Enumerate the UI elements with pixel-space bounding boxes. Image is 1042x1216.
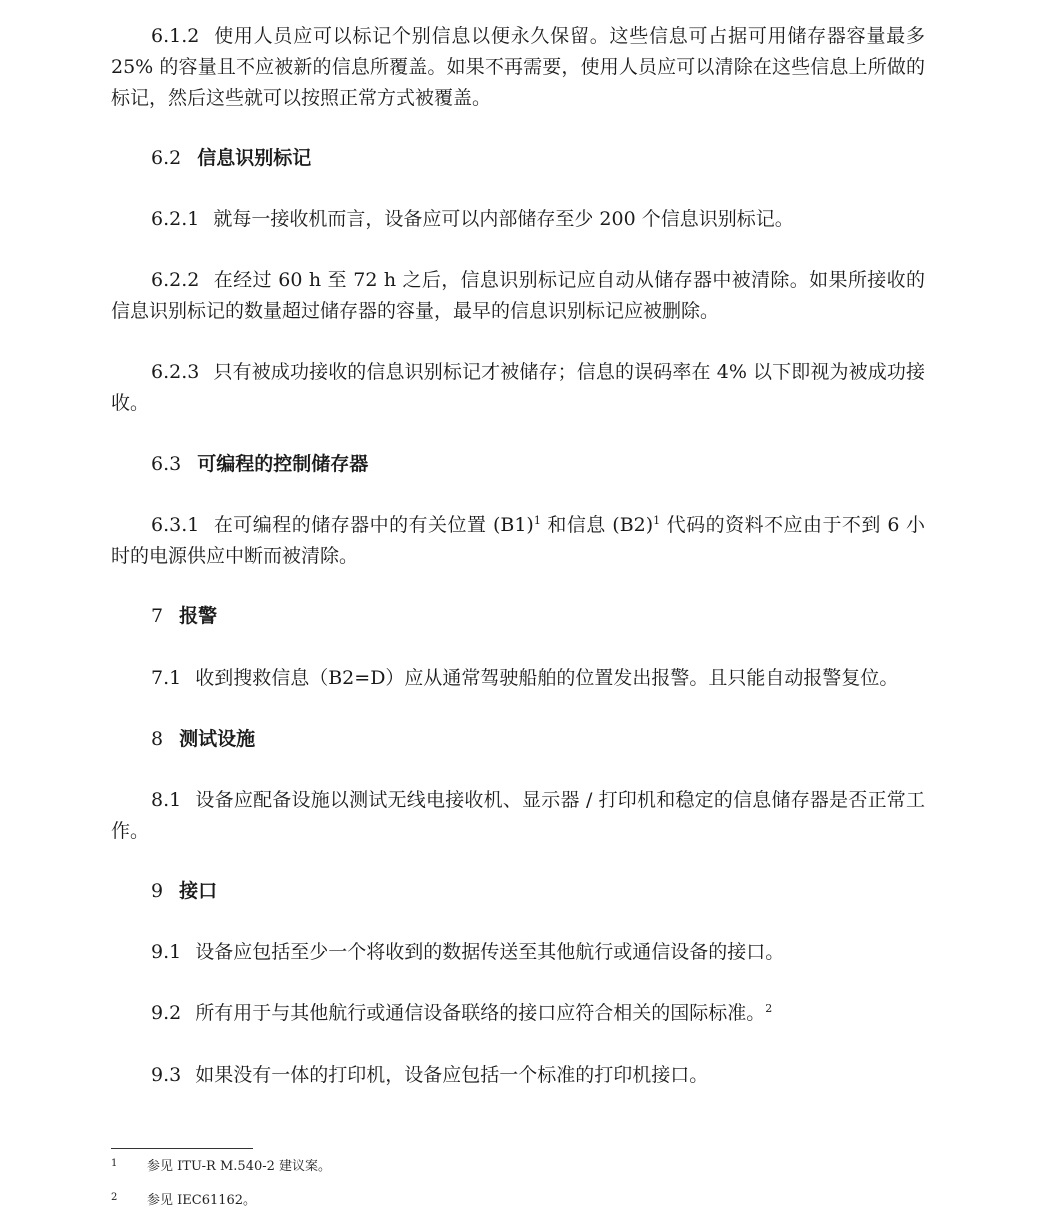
clause-6-2-2: [111, 265, 925, 327]
section-heading-7: [151, 601, 217, 632]
clause-number: 6.2.2: [151, 269, 200, 291]
section-title: 可编程的控制储存器: [197, 453, 369, 475]
clause-number: 9.1: [151, 941, 182, 963]
clause-9-1: [111, 937, 925, 968]
clause-number: 7.1: [151, 667, 182, 689]
footnote-ref-1b: 1: [653, 514, 661, 527]
clause-8-1: [111, 785, 925, 847]
clause-text: 所有用于与其他航行或通信设备联络的接口应符合相关的国际标准。: [195, 1002, 766, 1024]
section-title: 测试设施: [179, 728, 256, 750]
clause-text: 在经过 60 h 至 72 h 之后，信息识别标记应自动从储存器中被清除。如果所接收的信息识别标记的数量超过储存器的容量，最早的信息识别标记应被删除。: [111, 269, 925, 322]
clause-text: 收到搜救信息（B2=D）应从通常驾驶船舶的位置发出报警。且只能自动报警复位。: [195, 667, 899, 689]
section-heading-9: [151, 876, 217, 907]
section-heading-6-2: [151, 143, 311, 174]
footnote-2: [111, 1189, 256, 1210]
clause-text: 如果没有一体的打印机，设备应包括一个标准的打印机接口。: [195, 1064, 709, 1086]
clause-text: 设备应包括至少一个将收到的数据传送至其他航行或通信设备的接口。: [195, 941, 785, 963]
clause-6-1-2: [111, 21, 925, 114]
clause-text: 就每一接收机而言，设备应可以内部储存至少 200 个信息识别标记。: [213, 208, 794, 230]
section-number: 7: [151, 605, 164, 627]
section-heading-8: [151, 724, 255, 755]
clause-text: 使用人员应可以标记个别信息以便永久保留。这些信息可占据可用储存器容量最多 25% 的容量且不应被新的信息所覆盖。如果不再需要，使用人员应可以清除在这些信息上所做的标记，然后这些就可以按照正常方式被覆盖。: [111, 25, 925, 109]
footnote-ref-2: 2: [765, 1002, 773, 1015]
footnote-text: 参见 ITU-R M.540-2 建议案。: [147, 1159, 332, 1174]
footnote-mark: 2: [111, 1192, 118, 1203]
section-number: 6.2: [151, 147, 182, 169]
footnote-mark: 1: [111, 1158, 118, 1169]
section-heading-6-3: [151, 449, 368, 480]
clause-7-1: [111, 663, 925, 694]
footnote-1: [111, 1155, 331, 1176]
clause-6-2-1: [111, 204, 925, 235]
footnote-ref-1: 1: [533, 514, 541, 527]
clause-number: 6.3.1: [151, 514, 200, 536]
clause-9-3: [111, 1060, 925, 1091]
section-number: 6.3: [151, 453, 182, 475]
clause-number: 9.3: [151, 1064, 182, 1086]
clause-text-part-3: 代码的资料不应由于不到 6 小时的电源供应中断而被清除。: [111, 514, 925, 567]
clause-6-3-1: [111, 510, 925, 572]
footnote-divider: [111, 1148, 253, 1149]
clause-text: 设备应配备设施以测试无线电接收机、显示器 / 打印机和稳定的信息储存器是否正常工作。: [111, 789, 925, 842]
clause-text: 只有被成功接收的信息识别标记才被储存；信息的误码率在 4% 以下即视为被成功接收。: [111, 361, 925, 414]
clause-number: 8.1: [151, 789, 182, 811]
section-number: 9: [151, 880, 164, 902]
clause-text-part-1: 在可编程的储存器中的有关位置 (B1): [213, 514, 534, 536]
section-number: 8: [151, 728, 164, 750]
clause-6-2-3: [111, 357, 925, 419]
clause-text-part-2: 和信息 (B2): [540, 514, 654, 536]
footnote-text: 参见 IEC61162。: [147, 1193, 257, 1208]
section-title: 信息识别标记: [197, 147, 312, 169]
clause-number: 9.2: [151, 1002, 182, 1024]
clause-9-2: [111, 998, 925, 1029]
section-title: 接口: [179, 880, 218, 902]
clause-number: 6.1.2: [151, 25, 200, 47]
clause-number: 6.2.3: [151, 361, 200, 383]
clause-number: 6.2.1: [151, 208, 200, 230]
section-title: 报警: [179, 605, 218, 627]
